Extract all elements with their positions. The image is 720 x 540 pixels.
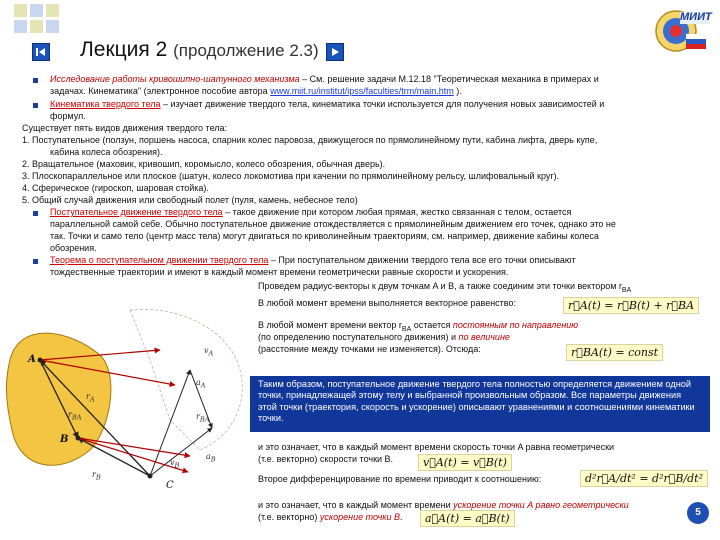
label-point-a: A (28, 354, 36, 365)
item3-line3: так. Точки и само тело (центр масс тела) могут двигаться по криволинейным траекториям, см. например, движение кабины колеса (50, 231, 599, 241)
label-point-b: B (60, 434, 69, 445)
play-icon (327, 44, 343, 60)
item3-line4: обозрения. (50, 243, 97, 253)
label-v-a: $v_A$ (204, 346, 214, 358)
deco-square-2 (30, 4, 43, 17)
square-bullet-icon (33, 259, 38, 264)
formula-acceleration: a⃗A(t) = a⃗B(t) (420, 510, 515, 527)
proof-line3: В любой момент времени вектор $r_{BA}$ остается постоянным по направлению (258, 320, 579, 333)
deco-square-3 (14, 20, 27, 33)
proof-line4: (по определению поступательного движения) и по величине (258, 332, 510, 342)
proof-line5: (расстояние между точками не изменяется). Отсюда: (258, 344, 481, 354)
item4-link[interactable]: Теорема о поступательном движении твердого тела (50, 255, 269, 265)
label-a-b: $a_B$ (206, 452, 216, 464)
prev-slide-button[interactable] (32, 43, 50, 61)
title-main: Лекция 2 (80, 38, 168, 61)
deco-square-4 (30, 20, 43, 33)
square-bullet-icon (33, 78, 38, 83)
proof-line1: Проведем радиус-векторы к двум точкам A и B, а также соединим эти точки вектором $r_{BA}$ (258, 281, 632, 294)
title-sub: (продолжение 2.3) (173, 41, 319, 60)
label-r-ba: $r_{BA}$ (68, 410, 82, 422)
deco-square-5 (46, 4, 59, 17)
formula-second-deriv: d²r⃗A/dt² = d²r⃗B/dt² (580, 470, 708, 487)
deco-square-1 (14, 4, 27, 17)
skip-back-icon (33, 44, 49, 60)
type4-line: 4. Сферическое (гироскоп, шаровая стойка). (22, 183, 209, 193)
next-slide-button[interactable] (326, 43, 344, 61)
label-v-b: $v_B$ (170, 458, 180, 470)
conclusion-box: Таким образом, поступательное движение твердого тела полностью определяется движением одной точки, принадлежащей этому телу и выбранной произвольным образом. Все параметры движения этой точки (траектория, скорость и ускорение) описывают уравнениями и соотношениями кинематики точки. (250, 376, 710, 432)
item2-line1: Кинематика твердого тела – изучает движение твердого тела, кинематика точки используется для получения новых зависимостей и (50, 99, 605, 109)
item1-link[interactable]: Исследование работы кривошипно-шатунного механизма (50, 74, 300, 84)
item3-link[interactable]: Поступательное движение твердого тела (50, 207, 223, 217)
page-number-badge: 5 (687, 502, 709, 524)
item1-url-link[interactable]: www.miit.ru/institut/ipss/faculties/trm/main.htm (270, 86, 454, 96)
accel-line1: и это означает, что в каждый момент времени ускорение точки A равно геометрически (258, 500, 629, 510)
rigid-body-diagram (0, 300, 260, 500)
item4-line2: тождественные траектории и имеют в каждый момент времени геометрически равные скорости и ускорения. (50, 267, 509, 277)
second-diff-line: Второе дифференцирование по времени приводит к соотношению: (258, 474, 542, 484)
item4-line1: Теорема о поступательном движении твердого тела – При поступательном движении твердого тела все его точки описывают (50, 255, 576, 265)
type2-line: 2. Вращательное (маховик, кривошип, коромысло, колесо обозрения, обычная дверь). (22, 159, 386, 169)
type1-line2: кабина колеса обозрения). (50, 147, 163, 157)
label-point-c: C (166, 480, 174, 491)
types-heading: Существует пять видов движения твердого тела: (22, 123, 228, 133)
item1-line1: Исследование работы кривошипно-шатунного механизма – См. решение задачи М.12.18 "Теоретическая механика в примерах и (50, 74, 599, 84)
item2-line2: формул. (50, 111, 86, 121)
label-a-a: $a_A$ (196, 378, 206, 390)
velocity-line2: (т.е. векторно) скорости точки B. (258, 454, 394, 464)
point-b-dot (76, 436, 81, 441)
point-a-dot (38, 358, 43, 363)
item3-line1: Поступательное движение твердого тела – такое движение при котором любая прямая, жестко связанная с телом, остается (50, 207, 572, 217)
page-title (80, 38, 319, 62)
accel-line2: (т.е. векторно) ускорение точки B. (258, 512, 403, 522)
miit-logo (650, 6, 712, 56)
type5-line: 5. Общий случай движения или свободный полет (пуля, камень, небесное тело) (22, 195, 358, 205)
formula-velocity: v⃗A(t) = v⃗B(t) (418, 454, 512, 471)
formula-radius-sum: r⃗A(t) = r⃗B(t) + r⃗BA (563, 297, 699, 314)
item3-line2: параллельной самой себе. Обычно поступательное движение отождествляется с прямолинейным движением его точек, однако это не (50, 219, 616, 229)
label-r-a: $r_A$ (86, 392, 95, 404)
item1-line2: задачах. Кинематика" (электронное пособие автора www.miit.ru/institut/ipss/faculties/trm/main.htm ). (50, 86, 462, 96)
point-c-dot (148, 474, 153, 479)
item2-link[interactable]: Кинематика твердого тела (50, 99, 161, 109)
type1-line1: 1. Поступательное (ползун, поршень насоса, спарник колес паровоза, движущегося по прямолинейному пути, кабина лифта, дверь купе, (22, 135, 598, 145)
proof-line2: В любой момент времени выполняется векторное равенство: (258, 298, 516, 308)
square-bullet-icon (33, 211, 38, 216)
logo-text: МИИТ (680, 11, 712, 23)
formula-const: r⃗BA(t) = const (566, 344, 663, 361)
diagram-svg (0, 300, 260, 500)
velocity-line1: и это означает, что в каждый момент времени скорость точки A равна геометрически (258, 442, 615, 452)
square-bullet-icon (33, 103, 38, 108)
label-r-b: $r_B$ (92, 470, 101, 482)
label-r-ba-2: $r_{BA}$ (196, 412, 210, 424)
type3-line: 3. Плоскопараллельное или плоское (шатун, колесо локомотива при качении по прямолинейному рельсу, шлифовальный круг). (22, 171, 560, 181)
deco-square-6 (46, 20, 59, 33)
